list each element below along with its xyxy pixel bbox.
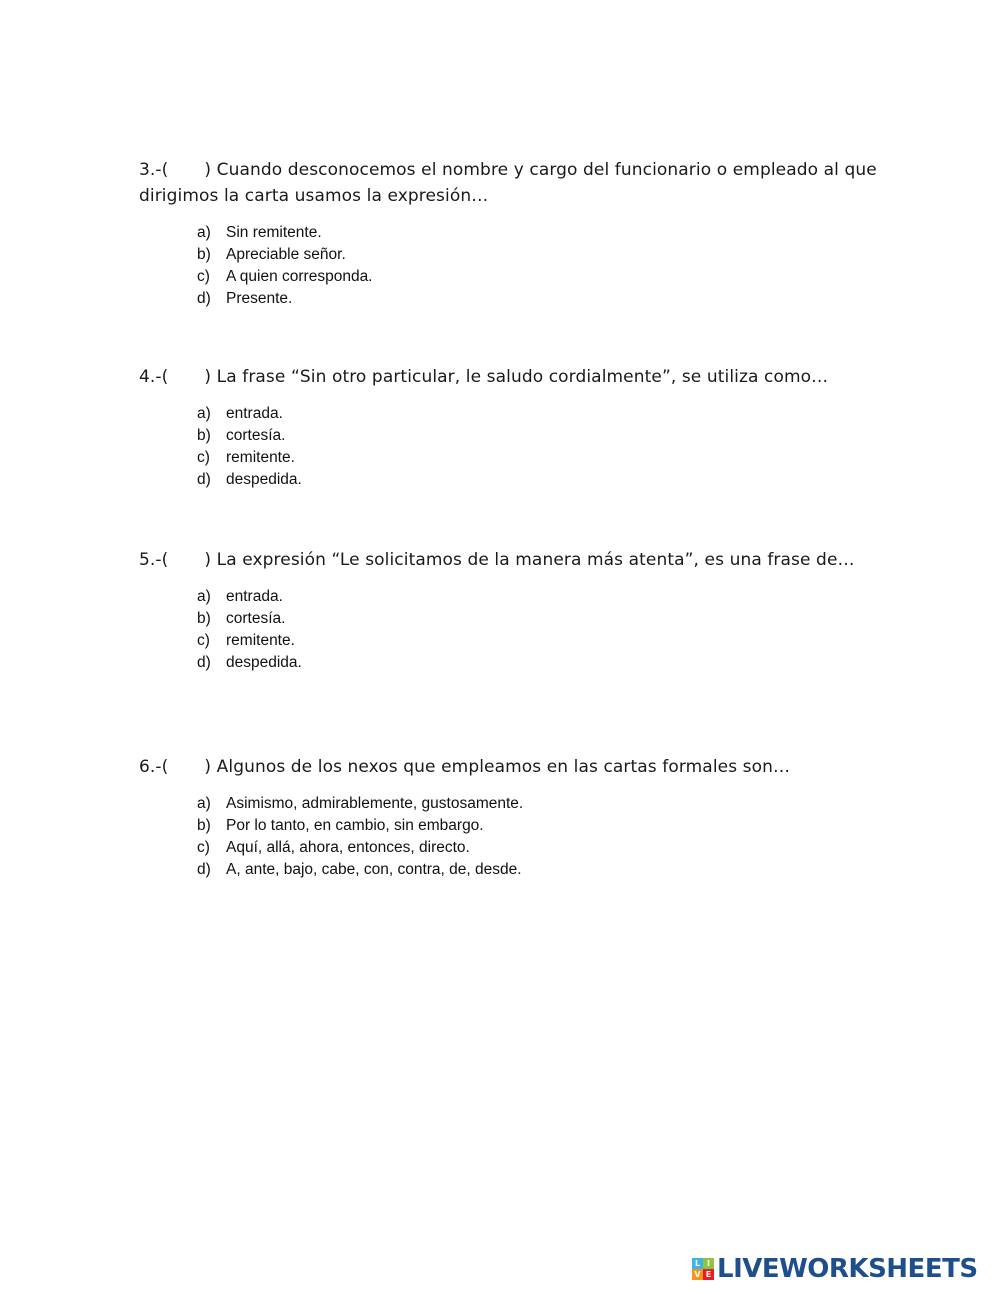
question-number: 6.-: [139, 757, 162, 777]
answer-blank[interactable]: [168, 364, 204, 390]
options-list: [197, 403, 879, 491]
logo-mark-cell: V: [692, 1269, 703, 1280]
options-list: [197, 793, 879, 881]
answer-open-paren: (: [161, 757, 169, 777]
question-3: [139, 157, 879, 310]
option-b: b) cortesía.: [197, 610, 286, 627]
question-4-prompt: [139, 364, 879, 390]
option-b: b) Apreciable señor.: [197, 246, 346, 263]
answer-close-paren: ): [204, 160, 212, 180]
options-list: [197, 222, 879, 310]
question-text: La frase “Sin otro particular, le saludo cordialmente”, se utiliza como…: [216, 367, 829, 387]
question-text: Cuando desconocemos el nombre y cargo del funcionario o empleado al que dirigimos la carta usamos la expresión…: [139, 160, 877, 206]
option-a: a) Asimismo, admirablemente, gustosamente.: [197, 795, 524, 812]
answer-open-paren: (: [161, 367, 169, 387]
option-b: b) cortesía.: [197, 427, 286, 444]
option-d: d) despedida.: [197, 654, 302, 671]
option-d: d) despedida.: [197, 471, 302, 488]
question-number: 4.-: [139, 367, 162, 387]
answer-blank[interactable]: [168, 754, 204, 780]
answer-close-paren: ): [204, 367, 212, 387]
option-c: c) A quien corresponda.: [197, 268, 373, 285]
answer-close-paren: ): [204, 550, 212, 570]
logo-mark-cell: L: [692, 1258, 703, 1269]
option-b: b) Por lo tanto, en cambio, sin embargo.: [197, 817, 484, 834]
answer-blank[interactable]: [168, 547, 204, 573]
question-3-prompt: [139, 157, 879, 209]
liveworksheets-logo: [692, 1255, 978, 1283]
answer-close-paren: ): [204, 757, 212, 777]
liveworksheets-logo-icon: [692, 1258, 714, 1280]
option-d: d) A, ante, bajo, cabe, con, contra, de, desde.: [197, 861, 522, 878]
answer-open-paren: (: [161, 550, 169, 570]
question-5: [139, 547, 879, 674]
question-6-prompt: [139, 754, 879, 780]
option-a: a) entrada.: [197, 405, 283, 422]
answer-open-paren: (: [161, 160, 169, 180]
option-c: c) remitente.: [197, 632, 295, 649]
question-text: La expresión “Le solicitamos de la manera más atenta”, es una frase de…: [216, 550, 855, 570]
logo-mark-cell: E: [703, 1269, 714, 1280]
question-6: [139, 754, 879, 881]
question-number: 3.-: [139, 160, 162, 180]
logo-mark-cell: I: [703, 1258, 714, 1269]
question-number: 5.-: [139, 550, 162, 570]
question-5-prompt: [139, 547, 879, 573]
option-c: c) Aquí, allá, ahora, entonces, directo.: [197, 839, 470, 856]
options-list: [197, 586, 879, 674]
option-d: d) Presente.: [197, 290, 293, 307]
option-a: a) entrada.: [197, 588, 283, 605]
answer-blank[interactable]: [168, 157, 204, 183]
question-text: Algunos de los nexos que empleamos en las cartas formales son…: [216, 757, 791, 777]
logo-text: LIVEWORKSHEETS: [717, 1254, 978, 1284]
option-a: a) Sin remitente.: [197, 224, 322, 241]
question-4: [139, 364, 879, 491]
option-c: c) remitente.: [197, 449, 295, 466]
